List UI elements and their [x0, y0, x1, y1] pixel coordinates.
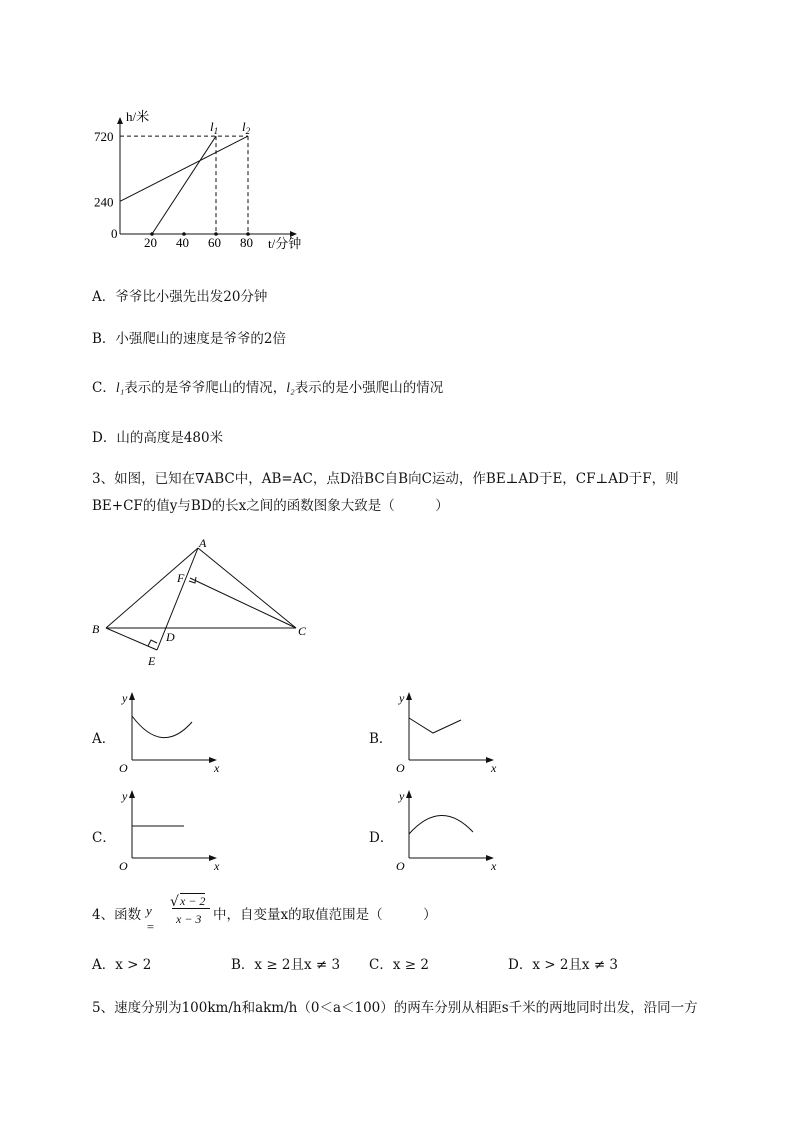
x-tick-label-80: 80: [240, 235, 253, 250]
label-c: C: [298, 624, 307, 638]
label-f: F: [177, 571, 185, 585]
q3-b-x-label: x: [491, 761, 497, 775]
q4-option-b: B．x ≥ 2且x ≠ 3: [231, 957, 341, 973]
y-tick-label-720: 720: [94, 129, 114, 145]
x-tick-label-40: 40: [176, 235, 189, 250]
q4-suffix: 中，自变量x的取值范围是（ ）: [213, 907, 437, 923]
label-d: D: [166, 630, 175, 644]
y-tick-label-240: 240: [94, 194, 114, 210]
q3-c-x-label: x: [214, 859, 220, 873]
q3-a-y-label: y: [122, 691, 128, 705]
q3-d-x-label: x: [491, 859, 497, 873]
q4-func-y: y =: [146, 903, 155, 934]
q3-c-y-label: y: [122, 789, 128, 803]
q3-d-o-label: O: [396, 859, 405, 873]
q3-text-line1: 3、如图，已知在∇ABC中，AB=AC，点D沿BC自B向C运动，作BE⊥AD于E，CF⊥AD于F，则: [92, 471, 679, 487]
q2-option-c-suffix: 表示的是小强爬山的情况: [294, 380, 444, 396]
q3-option-a-label: A．: [92, 731, 116, 747]
q3-b-y-label: y: [399, 691, 405, 705]
q2-option-d: D．山的高度是480米: [92, 430, 224, 446]
q4-denominator: x − 3: [176, 912, 202, 926]
x-tick-label-20: 20: [144, 235, 157, 250]
q2-option-c-prefix: C．: [92, 380, 116, 396]
q2-option-a: A．爷爷比小强先出发20分钟: [92, 289, 268, 305]
q2-option-c: [92, 376, 443, 396]
series-line-l2: [120, 136, 248, 201]
q5-text-line1: 5、速度分别为100km/h和akm/h（0＜a＜100）的两车分别从相距s千米的两地同时出发，沿同一方: [92, 1000, 698, 1016]
q4-option-c: C．x ≥ 2: [369, 957, 429, 973]
label-b: B: [92, 622, 100, 636]
q3-option-a-graph: [110, 688, 230, 778]
x-axis-label: t/分钟: [268, 236, 302, 251]
q4-numerator: x − 2: [180, 894, 206, 908]
q3-option-b-label: B．: [369, 731, 393, 747]
q3-option-d-graph: [387, 786, 507, 876]
x-tick-label-60: 60: [208, 235, 221, 250]
q2-option-c-var1: l₁: [115, 380, 125, 395]
q3-a-o-label: O: [119, 761, 128, 775]
q4-option-a: A．x > 2: [92, 957, 152, 973]
q2-option-b: B．小强爬山的速度是爷爷的2倍: [92, 331, 287, 347]
q2-option-c-mid: 表示的是爷爷爬山的情况，: [124, 380, 287, 396]
q4-prefix: 4、函数: [92, 907, 142, 923]
series-label-l2: $l_2$: [242, 119, 251, 137]
q3-option-b-graph: [387, 688, 507, 778]
q2-option-c-var2: l₂: [286, 380, 295, 395]
q3-option-d-label: D．: [369, 830, 394, 846]
q3-option-c-label: C．: [92, 830, 116, 846]
q3-text-line2: BE+CF的值y与BD的长x之间的函数图象大致是（ ）: [92, 498, 449, 514]
q4-option-d: D．x > 2且x ≠ 3: [508, 957, 619, 973]
q3-a-x-label: x: [214, 761, 220, 775]
series-label-l1: $l_1$: [210, 119, 219, 137]
sqrt-icon: √: [170, 894, 179, 910]
label-e: E: [148, 654, 156, 668]
q3-b-o-label: O: [396, 761, 405, 775]
q3-c-o-label: O: [119, 859, 128, 873]
series-line-l1: [152, 136, 216, 234]
height-time-chart: [86, 100, 326, 260]
origin-label: 0: [111, 226, 118, 241]
q3-d-y-label: y: [399, 789, 405, 803]
y-axis-label: h/米: [126, 109, 150, 124]
triangle-figure: [86, 530, 316, 670]
q3-option-c-graph: [110, 786, 230, 876]
label-a: A: [199, 536, 207, 550]
fraction-bar: [172, 908, 210, 909]
